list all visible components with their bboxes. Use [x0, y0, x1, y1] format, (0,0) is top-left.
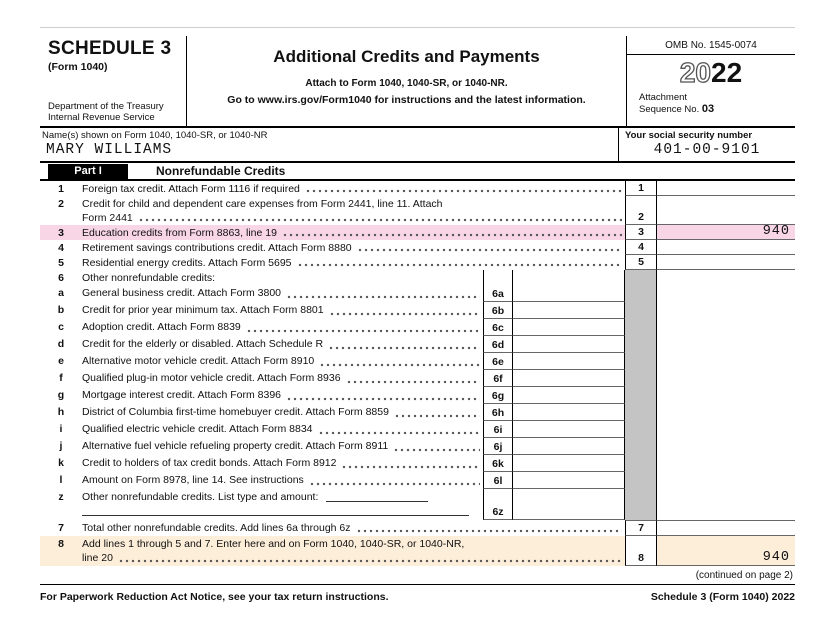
- dot-leader: [358, 248, 622, 252]
- line-5-row: [40, 255, 795, 270]
- line-7-number: 7: [58, 522, 64, 534]
- line-3-desc: Education credits from Form 8863, line 19: [82, 227, 277, 239]
- line-6-row: [40, 270, 795, 285]
- line-6z-amount-field[interactable]: [513, 489, 625, 520]
- line-2-row: [40, 196, 795, 225]
- line-6d-amount-field[interactable]: [513, 336, 625, 353]
- name-cell: [40, 128, 618, 161]
- line-7-amount-field[interactable]: [657, 520, 795, 536]
- line-6z-writein-field-1[interactable]: [326, 492, 428, 502]
- line-6i-letter: i: [59, 423, 63, 435]
- line-6k-box: 6k: [483, 455, 513, 472]
- line-6b-amount-field[interactable]: [513, 302, 625, 319]
- line-6k-desc: Credit to holders of tax credit bonds. Attach Form 8912: [82, 457, 337, 469]
- line-6f-letter: f: [59, 372, 63, 384]
- ssn-field[interactable]: 401-00-9101: [653, 142, 761, 158]
- line-2-number: 2: [58, 198, 64, 210]
- line-2-desc1: Credit for child and dependent care expenses from Form 2441, line 11. Attach: [82, 198, 443, 210]
- line-3-row-highlighted: [40, 225, 795, 240]
- dot-leader: [357, 529, 622, 533]
- sequence-value: 03: [701, 103, 715, 116]
- ssn-cell: [618, 128, 795, 161]
- shaded-column: [625, 285, 657, 302]
- dot-leader: [319, 431, 480, 435]
- part1-title: Nonrefundable Credits: [156, 164, 286, 178]
- spacer: [215, 270, 483, 285]
- line-8-desc1: Add lines 1 through 5 and 7. Enter here and on Form 1040, 1040-SR, or 1040-NR,: [82, 538, 465, 550]
- line-6h-row: [40, 404, 795, 421]
- name-field[interactable]: MARY WILLIAMS: [46, 142, 173, 158]
- line-6z-desc-block: [82, 489, 483, 520]
- dot-leader: [287, 295, 480, 299]
- shaded-column: [625, 489, 657, 520]
- line-6-number: 6: [58, 272, 64, 284]
- line-6i-row: [40, 421, 795, 438]
- line-6l-box: 6l: [483, 472, 513, 489]
- line-1-desc: Foreign tax credit. Attach Form 1116 if required: [82, 183, 300, 195]
- line-6e-desc: Alternative motor vehicle credit. Attach Form 8910: [82, 355, 315, 367]
- dot-leader: [347, 380, 480, 384]
- footer-row: [40, 591, 795, 603]
- right-pad: [657, 489, 795, 520]
- line-6z-desc: Other nonrefundable credits. List type and amount:: [82, 491, 319, 503]
- shaded-column: [625, 270, 657, 285]
- form-title: Additional Credits and Payments: [273, 47, 540, 66]
- line-6f-desc: Qualified plug-in motor vehicle credit. Attach Form 8936: [82, 372, 341, 384]
- line-4-box: 4: [625, 240, 657, 255]
- line-7-box: 7: [625, 520, 657, 536]
- dot-leader: [320, 363, 480, 367]
- line-4-number: 4: [58, 242, 64, 254]
- line-6d-box: 6d: [483, 336, 513, 353]
- sequence-label: Sequence No.: [639, 104, 702, 116]
- line-2-amount-field[interactable]: [657, 196, 795, 225]
- shaded-column: [625, 387, 657, 404]
- line-6l-amount-field[interactable]: [513, 472, 625, 489]
- line-6i-amount-field[interactable]: [513, 421, 625, 438]
- right-pad: [657, 370, 795, 387]
- tax-year-bold: 22: [711, 57, 743, 88]
- line-6g-desc: Mortgage interest credit. Attach Form 8396: [82, 389, 282, 401]
- shaded-column: [625, 472, 657, 489]
- line-1-amount-field[interactable]: [657, 181, 795, 196]
- line-6c-row: [40, 319, 795, 336]
- line-6-desc: Other nonrefundable credits:: [82, 272, 216, 284]
- header-left-box: [40, 36, 187, 126]
- line-6j-desc: Alternative fuel vehicle refueling property credit. Attach Form 8911: [82, 440, 389, 452]
- line-6l-row: [40, 472, 795, 489]
- line-6j-letter: j: [59, 440, 63, 452]
- line-6b-letter: b: [57, 304, 65, 316]
- line-6k-row: [40, 455, 795, 472]
- line-6f-row: [40, 370, 795, 387]
- shaded-column: [625, 302, 657, 319]
- line-6k-letter: k: [58, 457, 64, 469]
- right-pad: [657, 302, 795, 319]
- line-6e-letter: e: [58, 355, 64, 367]
- line-6c-desc: Adoption credit. Attach Form 8839: [82, 321, 241, 333]
- line-3-amount-field[interactable]: 940: [657, 225, 795, 240]
- line-5-desc: Residential energy credits. Attach Form 5695: [82, 257, 292, 269]
- right-pad: [657, 438, 795, 455]
- dot-leader: [395, 414, 480, 418]
- schedule-title: SCHEDULE 3: [48, 38, 172, 59]
- line-6-box-top: [483, 270, 513, 285]
- line-7-row: [40, 520, 795, 536]
- dot-leader: [139, 218, 622, 222]
- paperwork-notice: For Paperwork Reduction Act Notice, see your tax return instructions.: [40, 591, 389, 603]
- part1-bar: [40, 163, 795, 181]
- tax-year-outline: 20: [679, 57, 711, 88]
- agency-lines: [48, 101, 182, 123]
- dot-leader: [306, 189, 622, 193]
- line-6h-box: 6h: [483, 404, 513, 421]
- line-8-desc-block: [82, 536, 625, 566]
- line-6c-letter: c: [58, 321, 64, 333]
- line-6b-desc: Credit for prior year minimum tax. Attach Form 8801: [82, 304, 324, 316]
- line-6z-row: [40, 489, 795, 520]
- form-header: [40, 36, 795, 128]
- line-6f-box: 6f: [483, 370, 513, 387]
- line-6h-desc: District of Columbia first-time homebuyer credit. Attach Form 8859: [82, 406, 389, 418]
- right-pad: [657, 421, 795, 438]
- line-6h-amount-field[interactable]: [513, 404, 625, 421]
- line-6g-row: [40, 387, 795, 404]
- line-6d-desc: Credit for the elderly or disabled. Attach Schedule R: [82, 338, 324, 350]
- shaded-column: [625, 438, 657, 455]
- continued-note: (continued on page 2): [695, 570, 793, 581]
- line-6a-desc: General business credit. Attach Form 3800: [82, 287, 282, 299]
- line-8-desc2: line 20: [82, 552, 113, 564]
- line-6d-row: [40, 336, 795, 353]
- dot-leader: [247, 329, 480, 333]
- attachment-word: Attachment: [639, 92, 688, 103]
- right-pad: [657, 319, 795, 336]
- line-6a-row: [40, 285, 795, 302]
- line-8-number: 8: [58, 538, 64, 550]
- line-5-number: 5: [58, 257, 64, 269]
- shaded-column: [625, 404, 657, 421]
- line-5-box: 5: [625, 255, 657, 270]
- line-6i-desc: Qualified electric vehicle credit. Attach Form 8834: [82, 423, 313, 435]
- line-6b-box: 6b: [483, 302, 513, 319]
- line-2-desc2: Form 2441: [82, 212, 133, 224]
- agency-line1: Department of the Treasury: [48, 100, 164, 112]
- tax-year: [627, 59, 795, 87]
- shaded-column: [625, 319, 657, 336]
- dot-leader: [329, 346, 480, 350]
- right-pad: [657, 285, 795, 302]
- sequence-line: [639, 103, 795, 116]
- dot-leader: [330, 312, 480, 316]
- line-6j-row: [40, 438, 795, 455]
- line-4-row: [40, 240, 795, 255]
- line-6j-amount-field[interactable]: [513, 438, 625, 455]
- goto-instruction: Go to www.irs.gov/Form1040 for instructions and the latest information.: [227, 94, 586, 106]
- line-6i-box: 6i: [483, 421, 513, 438]
- right-pad: [657, 472, 795, 489]
- line-6-amount-top: [513, 270, 625, 285]
- schedule3-form: [40, 27, 795, 603]
- part1-label: Part I: [48, 164, 128, 179]
- shaded-column: [625, 455, 657, 472]
- line-6g-letter: g: [57, 389, 65, 401]
- footer-rule: [40, 584, 795, 585]
- line-8-amount-field[interactable]: 940: [657, 536, 795, 566]
- line-3-box: 3: [625, 225, 657, 240]
- line-6b-row: [40, 302, 795, 319]
- line-2-box: 2: [625, 196, 657, 225]
- dot-leader: [342, 465, 480, 469]
- agency-line2: Internal Revenue Service: [48, 111, 155, 123]
- line-6g-box: 6g: [483, 387, 513, 404]
- line-1-box: 1: [625, 181, 657, 196]
- line-8-box: 8: [625, 536, 657, 566]
- line-6e-row: [40, 353, 795, 370]
- right-pad: [657, 387, 795, 404]
- right-pad: [657, 455, 795, 472]
- line-6z-box: 6z: [483, 489, 513, 520]
- line-6f-amount-field[interactable]: [513, 370, 625, 387]
- dot-leader: [287, 397, 480, 401]
- line-6j-box: 6j: [483, 438, 513, 455]
- line-1-row: [40, 181, 795, 196]
- line-6l-desc: Amount on Form 8978, line 14. See instructions: [82, 474, 304, 486]
- line-6d-letter: d: [57, 338, 65, 350]
- ssn-label: Your social security number: [625, 130, 753, 141]
- right-pad: [657, 270, 795, 285]
- line-5-amount-field[interactable]: [657, 255, 795, 270]
- header-center-box: [187, 36, 627, 126]
- shaded-column: [625, 421, 657, 438]
- line-6z-letter: z: [58, 491, 64, 503]
- form-id: Schedule 3 (Form 1040) 2022: [650, 591, 795, 603]
- line-6c-amount-field[interactable]: [513, 319, 625, 336]
- shaded-column: [625, 353, 657, 370]
- line-8-row-highlighted: [40, 536, 795, 566]
- line-7-desc: Total other nonrefundable credits. Add lines 6a through 6z: [82, 522, 351, 534]
- line-6h-letter: h: [57, 406, 65, 418]
- line-2-desc-block: [82, 196, 625, 225]
- taxpayer-row: [40, 128, 795, 163]
- line-6e-amount-field[interactable]: [513, 353, 625, 370]
- header-right-box: [627, 36, 795, 126]
- line-6e-box: 6e: [483, 353, 513, 370]
- line-4-amount-field[interactable]: [657, 240, 795, 255]
- dot-leader: [394, 448, 480, 452]
- line-6k-amount-field[interactable]: [513, 455, 625, 472]
- right-pad: [657, 404, 795, 421]
- line-6z-writein-field-2[interactable]: [82, 505, 469, 516]
- attachment-sequence: [627, 92, 795, 117]
- shaded-column: [625, 370, 657, 387]
- line-4-desc: Retirement savings contributions credit. Attach Form 8880: [82, 242, 352, 254]
- name-label: Name(s) shown on Form 1040, 1040-SR, or 1040-NR: [42, 130, 268, 141]
- right-pad: [657, 336, 795, 353]
- line-6a-box: 6a: [483, 285, 513, 302]
- dot-leader: [283, 233, 622, 237]
- form-subtitle: (Form 1040): [48, 61, 108, 73]
- line-1-number: 1: [58, 183, 64, 195]
- page-top-rule: [40, 27, 795, 28]
- dot-leader: [298, 263, 622, 267]
- line-6c-box: 6c: [483, 319, 513, 336]
- right-pad: [657, 353, 795, 370]
- dot-leader: [119, 559, 622, 563]
- line-6a-letter: a: [58, 287, 64, 299]
- omb-number: OMB No. 1545-0074: [627, 36, 795, 55]
- line-6g-amount-field[interactable]: [513, 387, 625, 404]
- dot-leader: [310, 482, 480, 486]
- line-6l-letter: l: [59, 474, 63, 486]
- attach-instruction: Attach to Form 1040, 1040-SR, or 1040-NR.: [305, 78, 508, 89]
- line-6a-amount-field[interactable]: [513, 285, 625, 302]
- shaded-column: [625, 336, 657, 353]
- line-3-number: 3: [58, 227, 64, 239]
